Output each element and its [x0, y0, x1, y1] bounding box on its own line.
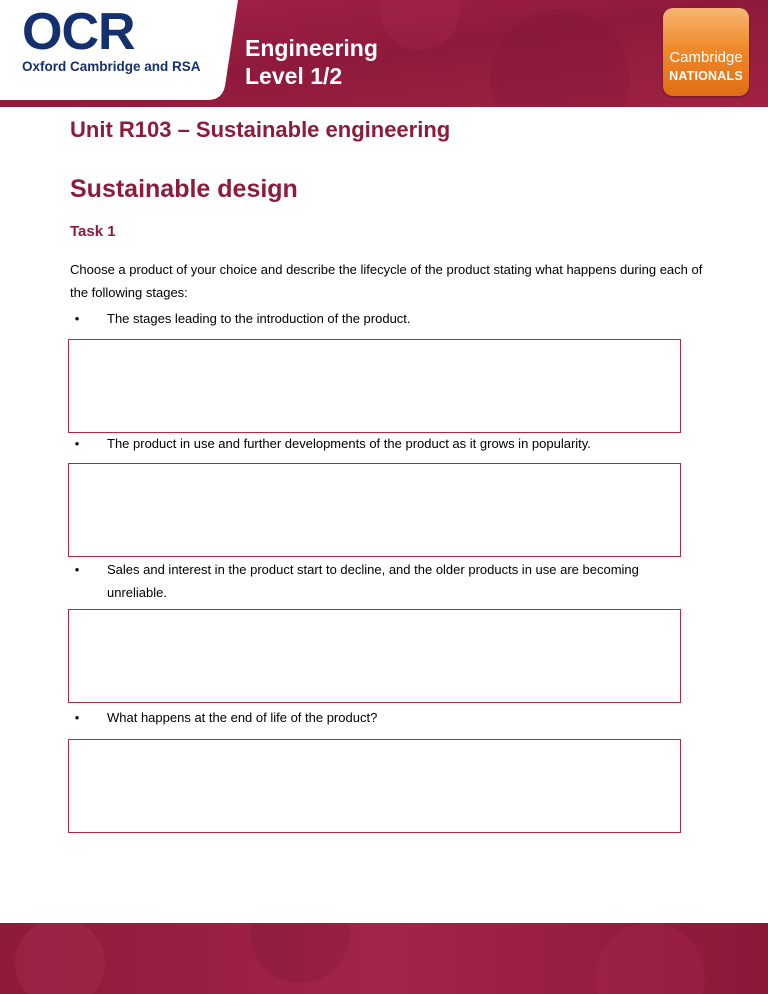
footer-background: [0, 923, 768, 994]
badge-bottom-text: NATIONALS: [669, 69, 743, 83]
ocr-logo-wordmark: OCR: [22, 3, 135, 61]
bullet-icon: •: [74, 562, 80, 577]
unit-title: Unit R103 – Sustainable engineering: [70, 117, 451, 142]
bullet-text-2: The product in use and further developments of the product as it grows in popularity.: [107, 436, 591, 451]
header-band: [0, 0, 768, 107]
bullet-text-3: Sales and interest in the product start to decline, and the older products in use are becoming unreliable.: [107, 562, 639, 600]
bullet-icon: •: [74, 710, 80, 725]
bullet-icon: •: [74, 436, 80, 451]
cambridge-nationals-badge: [663, 8, 749, 96]
bullet-item-3: [70, 558, 690, 604]
ocr-logo-subtitle: Oxford Cambridge and RSA: [22, 59, 201, 74]
bullet-text-1: The stages leading to the introduction of the product.: [107, 311, 411, 326]
bullet-item-4: [70, 706, 690, 729]
subject-line-2: Level 1/2: [245, 63, 343, 89]
answer-box-4[interactable]: [68, 739, 681, 833]
task-intro: Choose a product of your choice and describe the lifecycle of the product stating what happens during each of the following stages:: [70, 262, 703, 300]
footer-band: [0, 923, 768, 994]
subject-heading: [245, 34, 378, 90]
subject-line-1: Engineering: [245, 35, 378, 61]
bullet-item-2: [70, 432, 690, 455]
bullet-icon: •: [74, 311, 80, 326]
answer-box-1[interactable]: [68, 339, 681, 433]
bullet-text-4: What happens at the end of life of the product?: [107, 710, 378, 725]
section-title: Sustainable design: [70, 175, 298, 203]
answer-box-3[interactable]: [68, 609, 681, 703]
answer-box-2[interactable]: [68, 463, 681, 557]
badge-top-text: Cambridge: [669, 49, 743, 66]
bullet-item-1: [70, 307, 690, 330]
task-label: Task 1: [70, 223, 116, 240]
